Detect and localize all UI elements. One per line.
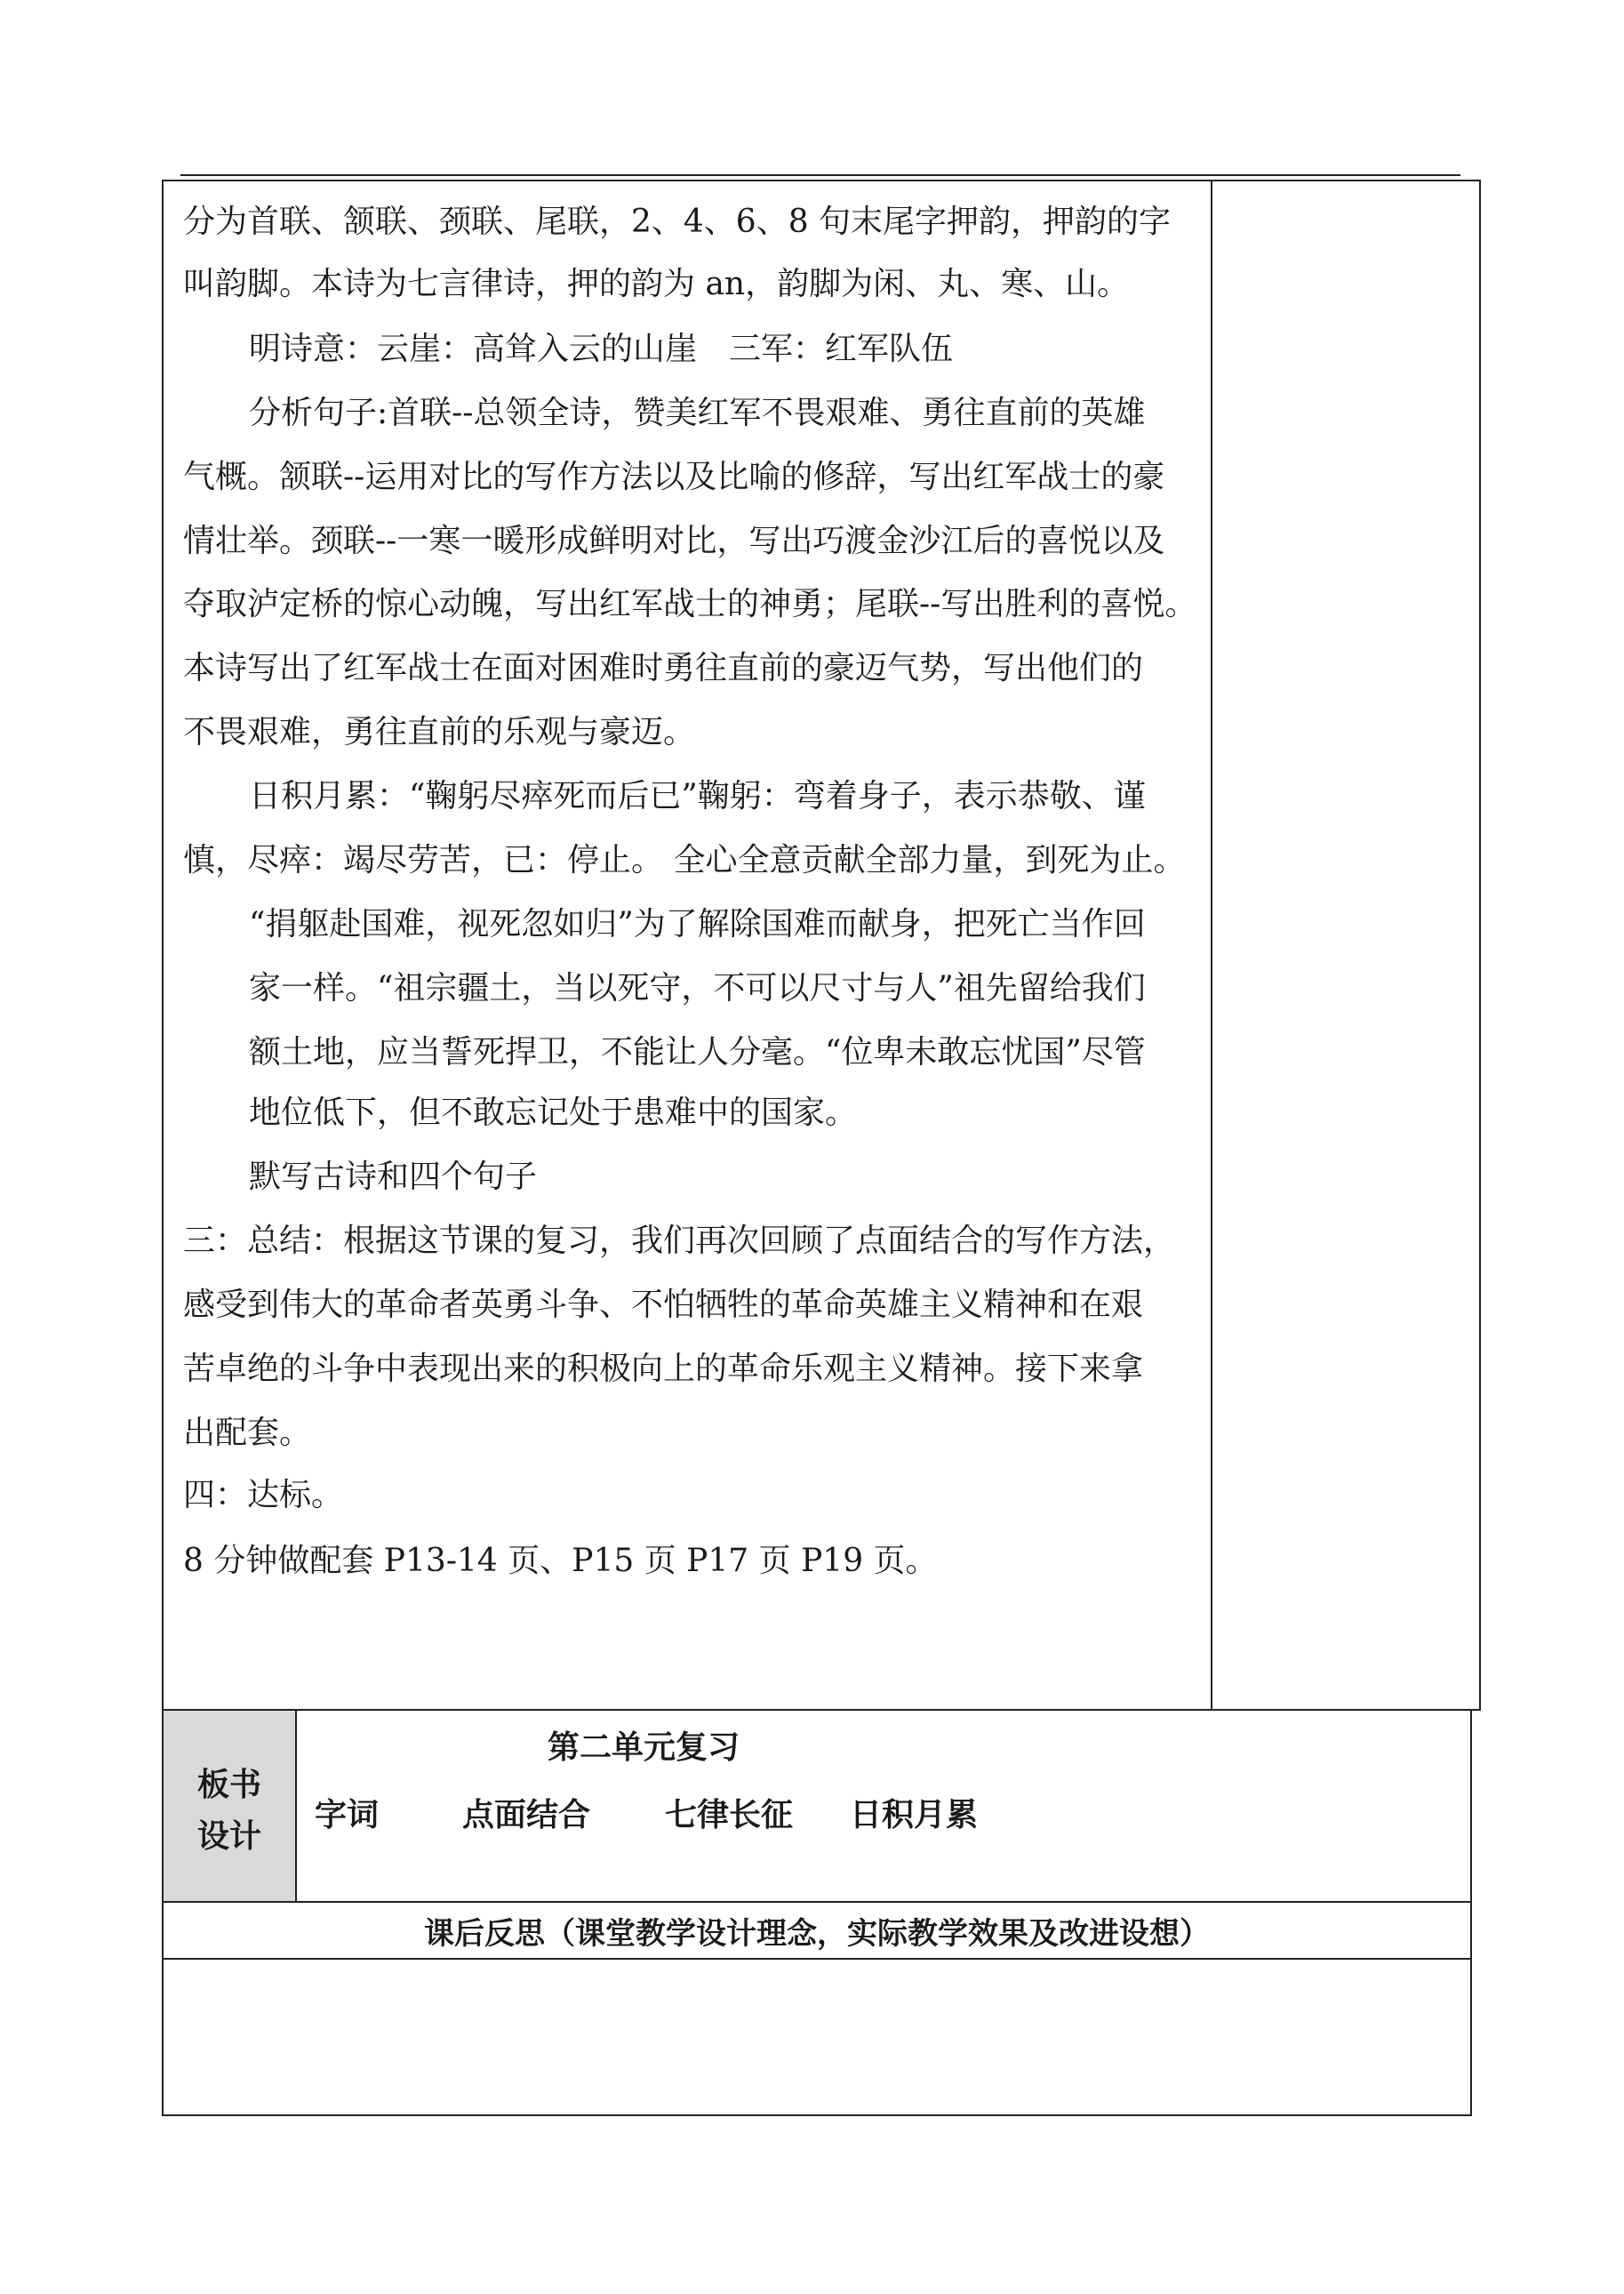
board-item: 字词 (315, 1797, 380, 1833)
content-line: 夺取泸定桥的惊心动魄，写出红军战士的神勇；尾联--写出胜利的喜悦。 (183, 586, 1197, 622)
content-line: 8 分钟做配套 P13-14 页、P15 页 P17 页 P19 页。 (183, 1543, 938, 1579)
content-line: 情壮举。颈联--一寒一暖形成鲜明对比，写出巧渡金沙江后的喜悦以及 (183, 523, 1165, 559)
content-line: 叫韵脚。本诗为七言律诗，押的韵为 an，韵脚为闲、丸、寒、山。 (183, 266, 1130, 302)
content-line: 气概。颔联--运用对比的写作方法以及比喻的修辞，写出红军战士的豪 (183, 459, 1165, 495)
reflection-title: 课后反思（课堂教学设计理念，实际教学效果及改进设想） (424, 1915, 1210, 1952)
content-line: 苦卓绝的斗争中表现出来的积极向上的革命乐观主义精神。接下来拿 (183, 1351, 1144, 1387)
content-line: 感受到伟大的革命者英勇斗争、不怕牺牲的革命英雄主义精神和在艰 (183, 1287, 1144, 1323)
content-column-divider (1211, 180, 1212, 1711)
header-rule (180, 174, 1460, 176)
board-design-label-cell (162, 1709, 297, 1903)
board-item: 点面结合 (462, 1797, 591, 1833)
content-line: 默写古诗和四个句子 (249, 1159, 538, 1195)
board-design-label: 设计 (197, 1818, 262, 1855)
content-line: 出配套。 (183, 1415, 312, 1451)
content-line: “捐躯赴国难，视死忽如归”为了解除国难而献身，把死亡当作回 (249, 906, 1146, 942)
reflection-body-cell (162, 1958, 1472, 2116)
content-line: 三：总结：根据这节课的复习，我们再次回顾了点面结合的写作方法， (183, 1223, 1176, 1259)
content-line: 地位低下，但不敢忘记处于患难中的国家。 (249, 1095, 858, 1131)
content-line: 家一样。“祖宗疆土，当以死守，不可以尺寸与人”祖先留给我们 (249, 970, 1146, 1007)
content-line: 四：达标。 (183, 1477, 344, 1513)
content-line: 慎，尽瘁：竭尽劳苦，已：停止。 全心全意贡献全部力量，到死为止。 (183, 842, 1186, 878)
content-line: 分析句子:首联--总领全诗，赞美红军不畏艰难、勇往直前的英雄 (249, 395, 1146, 431)
board-item: 日积月累 (850, 1797, 979, 1833)
board-title: 第二单元复习 (548, 1729, 740, 1766)
content-line: 日积月累：“鞠躬尽瘁死而后已”鞠躬：弯着身子，表示恭敬、谨 (249, 778, 1146, 814)
content-line: 不畏艰难，勇往直前的乐观与豪迈。 (183, 714, 696, 750)
content-line: 明诗意：云崖：高耸入云的山崖 三军：红军队伍 (249, 331, 954, 367)
board-design-label: 板书 (197, 1767, 262, 1803)
board-item: 七律长征 (665, 1797, 794, 1833)
content-line: 本诗写出了红军战士在面对困难时勇往直前的豪迈气势，写出他们的 (183, 650, 1144, 686)
content-line: 额土地，应当誓死捍卫，不能让人分毫。“位卑未敢忘忧国”尽管 (249, 1034, 1146, 1071)
content-line: 分为首联、颔联、颈联、尾联，2、4、6、8 句末尾字押韵，押韵的字 (183, 204, 1172, 240)
